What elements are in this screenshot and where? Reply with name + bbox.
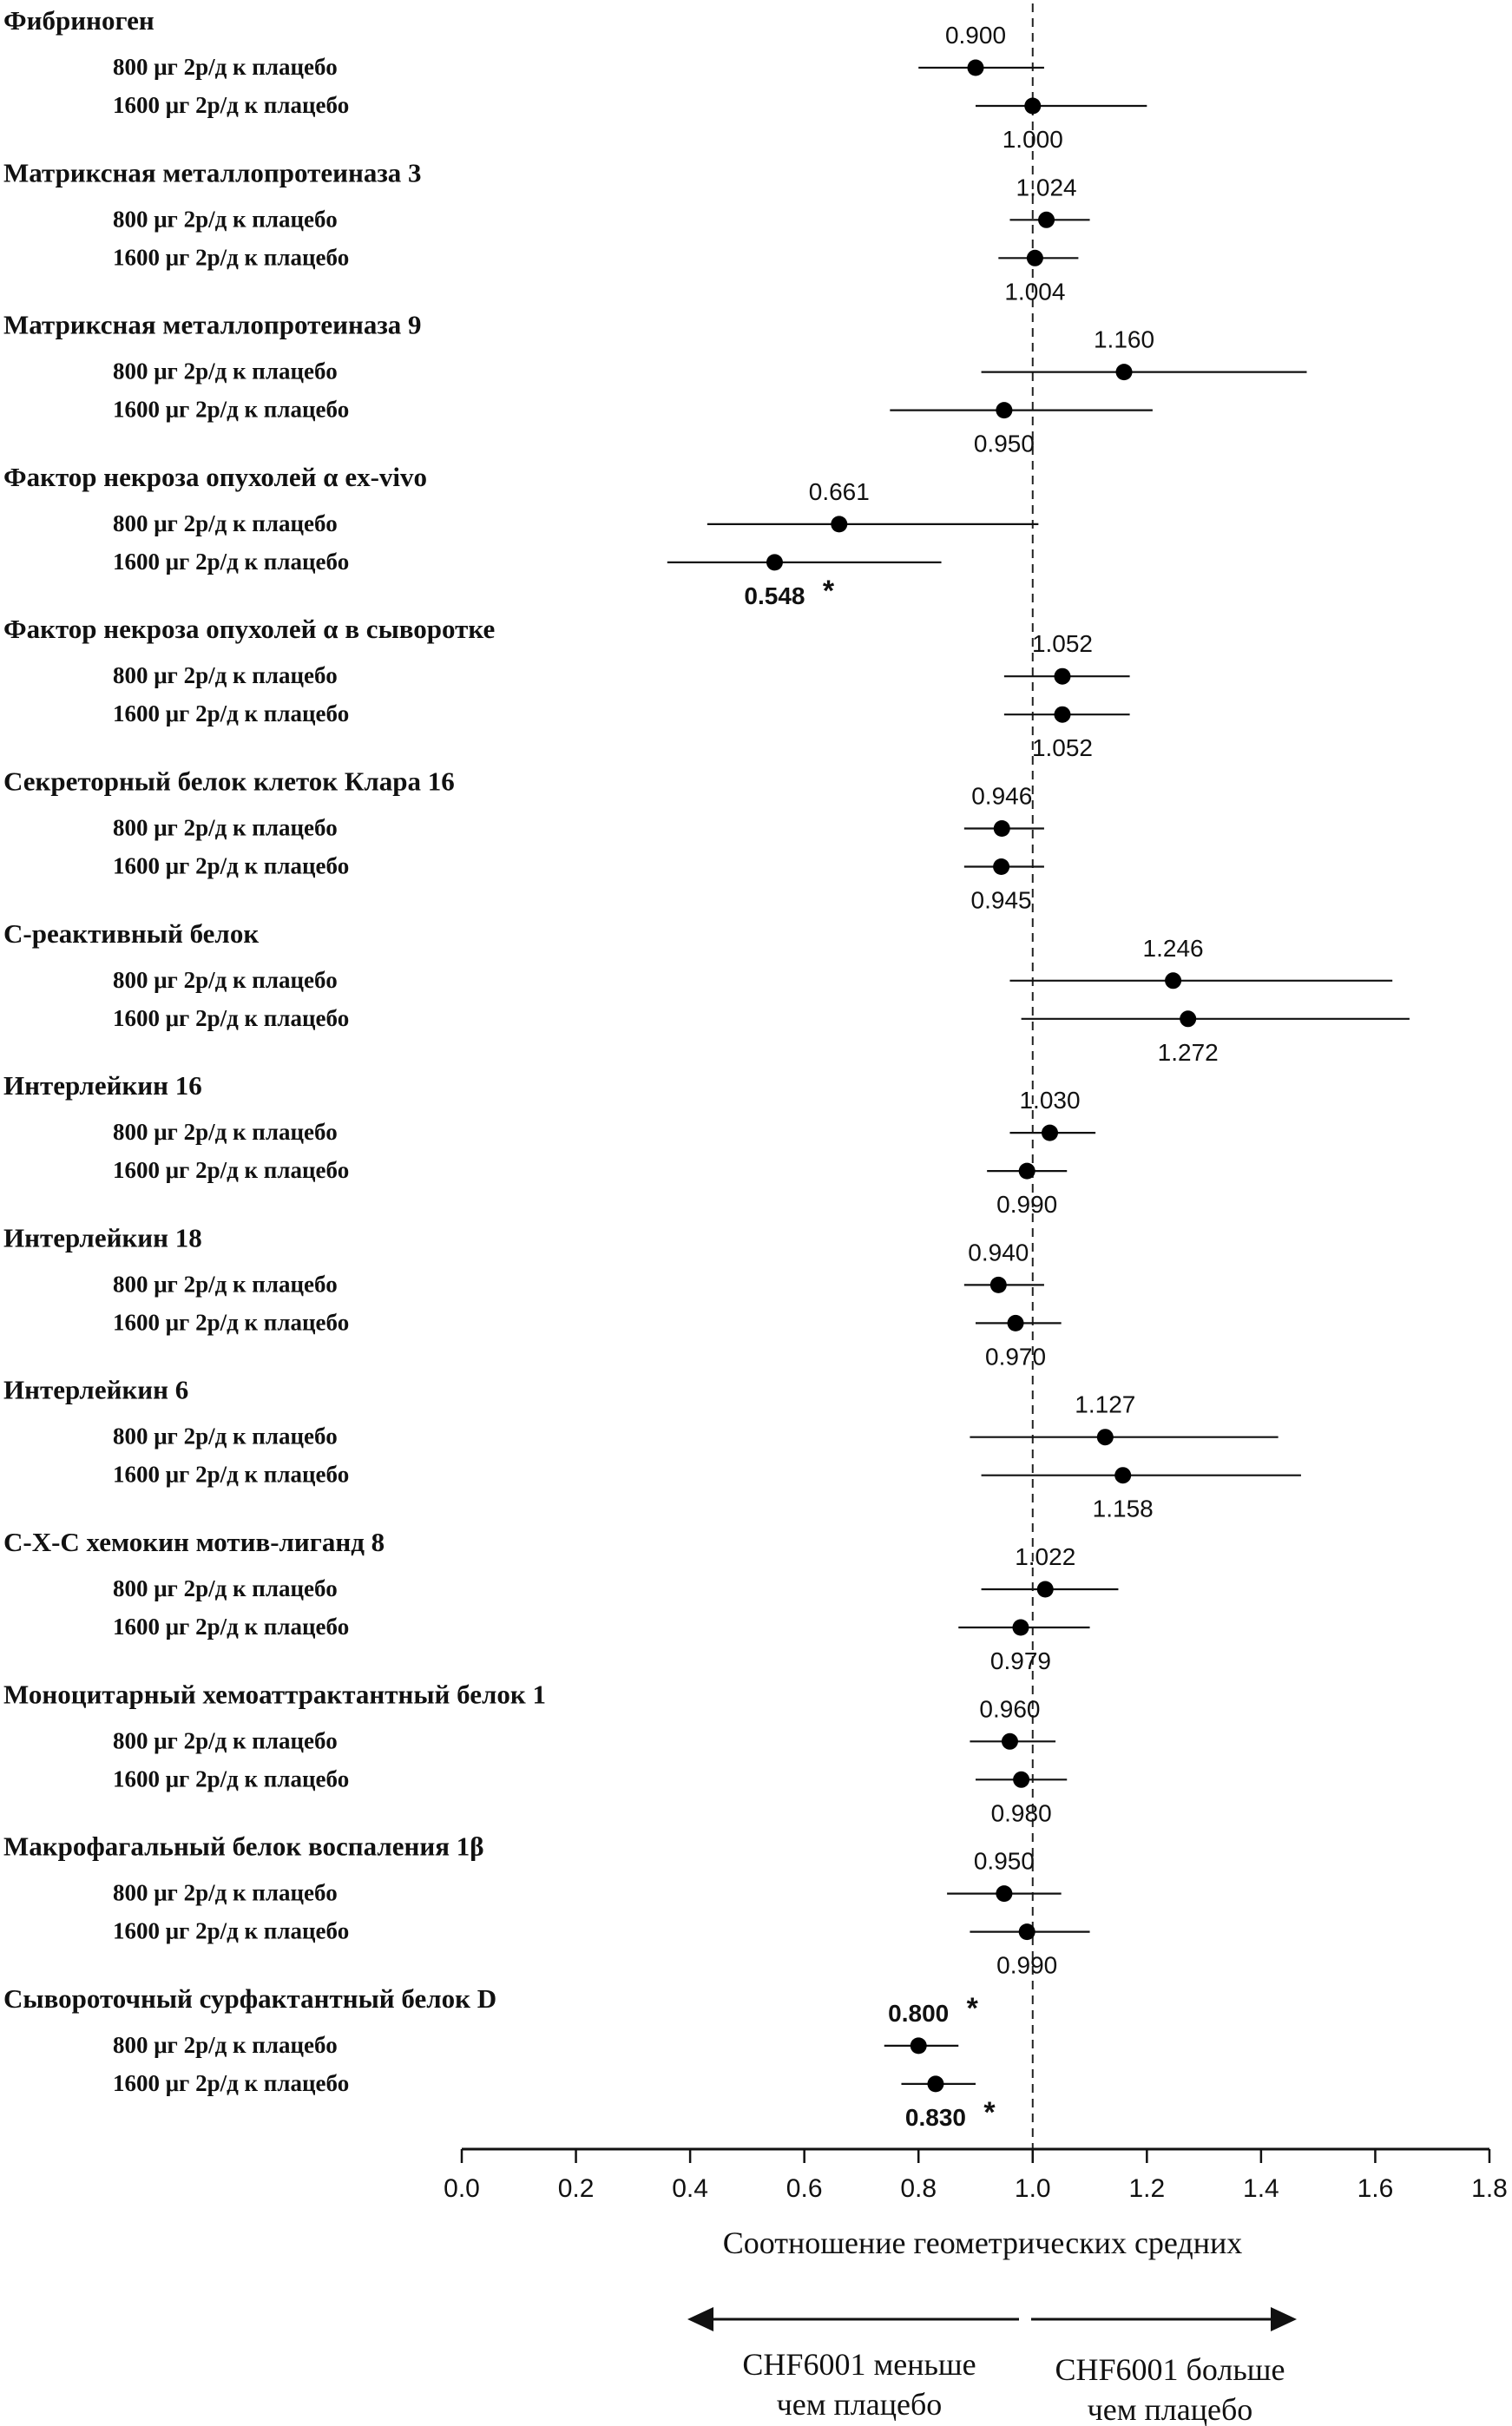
row-label: 800 μг 2р/д к плацебо [113,206,338,233]
value-label: 0.980 [990,1799,1052,1827]
value-label: 0.960 [979,1695,1041,1723]
value-label: 0.950 [973,430,1035,457]
value-label: 1.022 [1015,1543,1076,1570]
row-label: 1600 μг 2р/д к плацебо [113,244,350,271]
point-estimate [1019,1163,1035,1180]
point-estimate [1180,1010,1196,1027]
row-label: 800 μг 2р/д к плацебо [113,1575,338,1601]
value-label: 1.160 [1093,325,1155,353]
left-arrowhead [687,2307,713,2331]
row-label: 1600 μг 2р/д к плацебо [113,548,350,575]
x-tick-label: 0.8 [900,2174,937,2203]
left-direction-note: чем плацебо [776,2387,943,2422]
point-estimate [1038,212,1055,228]
group-title: Макрофагальный белок воспаления 1β [3,1831,484,1862]
x-axis [444,2149,1508,2260]
row-label: 800 μг 2р/д к плацебо [113,662,338,689]
value-label: 1.158 [1092,1495,1154,1522]
value-label: 0.548 [744,582,805,609]
x-axis-title: Соотношение геометрических средних [722,2225,1243,2260]
point-estimate [1054,668,1070,685]
group-title: Интерлейкин 18 [3,1222,202,1253]
x-tick-label: 1.6 [1357,2174,1394,2203]
point-estimate [994,820,1010,837]
point-estimate [968,60,984,76]
value-label: 0.800 [888,1999,950,2027]
row-label: 1600 μг 2р/д к плацебо [113,1309,350,1336]
row-label: 800 μг 2р/д к плацебо [113,510,338,536]
value-label: 1.246 [1142,934,1204,962]
value-label: 0.830 [904,2103,966,2131]
point-estimate [831,516,847,532]
group-title: Интерлейкин 16 [3,1070,202,1101]
x-tick-label: 1.4 [1243,2174,1279,2203]
row-label: 800 μг 2р/д к плацебо [113,1119,338,1146]
point-estimate [1037,1581,1054,1598]
point-estimate [927,2075,943,2092]
significance-star: * [822,574,835,608]
value-label: 1.004 [1004,278,1066,306]
left-direction-note: CHF6001 меньше [742,2347,976,2382]
row-label: 1600 μг 2р/д к плацебо [113,1461,350,1488]
significance-star: * [983,2095,996,2129]
row-label: 800 μг 2р/д к плацебо [113,1727,338,1754]
value-label: 0.940 [968,1239,1029,1266]
point-estimate [1012,1620,1029,1636]
point-estimate [996,1885,1012,1902]
point-estimate [993,858,1009,875]
significance-star: * [966,1991,978,2025]
value-label: 0.970 [985,1343,1047,1371]
group-title: С-Х-С хемокин мотив-лиганд 8 [3,1527,385,1557]
x-tick-label: 1.2 [1128,2174,1166,2203]
point-estimate [1002,1733,1018,1750]
row-label: 800 μг 2р/д к плацебо [113,2031,338,2058]
point-estimate [1114,1467,1131,1483]
row-label: 1600 μг 2р/д к плацебо [113,852,350,879]
point-estimate [996,402,1012,418]
point-estimate [1008,1315,1024,1331]
value-label: 0.900 [944,22,1007,49]
point-estimate [1165,972,1181,989]
value-label: 0.946 [971,782,1033,810]
group-title: Фибриноген [3,5,154,36]
point-estimate [990,1277,1007,1293]
row-label: 800 μг 2р/д к плацебо [113,1879,338,1906]
row-label: 1600 μг 2р/д к плацебо [113,396,350,423]
point-estimate [1027,250,1043,266]
point-estimate [910,2037,927,2054]
point-estimate [1054,707,1070,723]
x-tick-label: 0.0 [444,2174,480,2203]
x-tick-label: 0.2 [557,2174,595,2203]
value-label: 1.052 [1031,630,1094,658]
x-tick-label: 1.0 [1014,2174,1051,2203]
row-label: 1600 μг 2р/д к плацебо [113,1614,350,1640]
group-title: Матриксная металлопротеиназа 9 [3,309,422,340]
group-title: Матриксная металлопротеиназа 3 [3,157,422,188]
row-label: 1600 μг 2р/д к плацебо [113,1765,350,1792]
row-label: 800 μг 2р/д к плацебо [113,814,338,841]
point-estimate [766,554,783,570]
value-label: 0.945 [970,886,1032,914]
value-label: 1.030 [1019,1087,1081,1114]
group-title: С-реактивный белок [3,917,260,949]
value-label: 0.661 [808,477,870,505]
row-label: 1600 μг 2р/д к плацебо [113,700,350,727]
right-direction-note: чем плацебо [1087,2392,1253,2426]
group-title: Моноцитарный хемоаттрактантный белок 1 [3,1679,547,1710]
row-label: 800 μг 2р/д к плацебо [113,966,338,993]
right-arrowhead [1271,2307,1297,2331]
value-label: 0.990 [996,1951,1058,1979]
row-label: 1600 μг 2р/д к плацебо [113,1157,350,1184]
point-estimate [1116,364,1133,380]
row-label: 1600 μг 2р/д к плацебо [113,1004,350,1031]
row-label: 800 μг 2р/д к плацебо [113,54,338,80]
x-tick-label: 1.8 [1471,2174,1508,2203]
row-label: 1600 μг 2р/д к плацебо [113,92,350,118]
value-label: 0.950 [973,1847,1035,1875]
row-label: 800 μг 2р/д к плацебо [113,1423,338,1450]
row-label: 800 μг 2р/д к плацебо [113,358,338,385]
value-label: 1.127 [1075,1391,1136,1418]
value-label: 1.024 [1016,174,1077,201]
point-estimate [1024,98,1041,115]
value-label: 0.979 [989,1647,1052,1674]
point-estimate [1019,1923,1035,1940]
right-direction-note: CHF6001 больше [1055,2352,1285,2387]
group-title: Фактор некроза опухолей α в сыворотке [3,614,496,645]
group-title: Интерлейкин 6 [3,1374,189,1405]
value-label: 1.052 [1031,734,1094,762]
point-estimate [1097,1429,1114,1445]
group-title: Сывороточный сурфактантный белок D [3,1982,497,2014]
row-label: 1600 μг 2р/д к плацебо [113,2069,350,2096]
value-label: 0.990 [996,1191,1058,1219]
row-label: 800 μг 2р/д к плацебо [113,1271,338,1298]
row-label: 1600 μг 2р/д к плацебо [113,1917,350,1944]
point-estimate [1042,1125,1058,1141]
x-tick-label: 0.4 [672,2174,708,2203]
point-estimate [1013,1772,1029,1788]
value-label: 1.000 [1002,126,1063,153]
group-title: Фактор некроза опухолей α ex-vivo [3,461,428,492]
group-title: Секреторный белок клеток Клара 16 [3,766,455,797]
x-tick-label: 0.6 [786,2174,823,2203]
value-label: 1.272 [1157,1038,1219,1066]
